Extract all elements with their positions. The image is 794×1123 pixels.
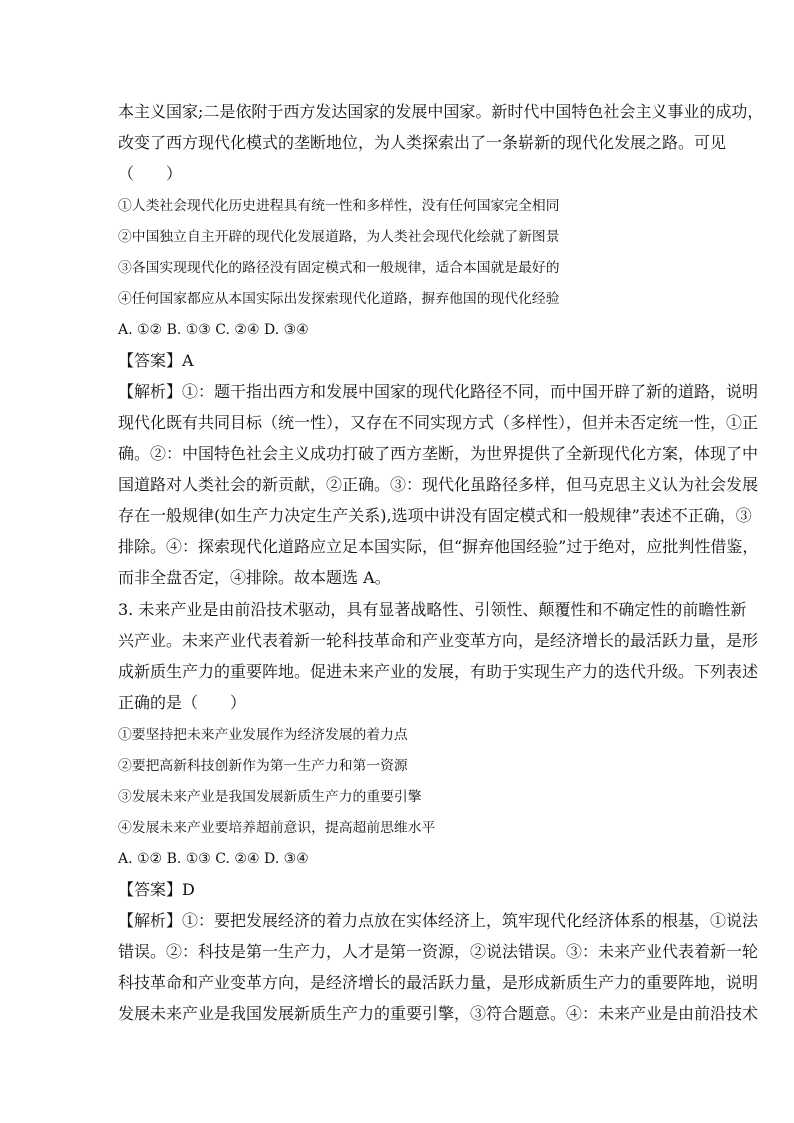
q2-answer: 【答案】A	[118, 351, 194, 370]
q2-option-1: ①人类社会现代化历史进程具有统一性和多样性，没有任何国家完全相同	[118, 198, 560, 214]
q2-analysis-line: 排除。④：探索现代化道路应立足本国实际，但“摒弃他国经验”过于绝对，应批判性借鉴，	[118, 537, 759, 556]
q3-option-3: ③发展未来产业是我国发展新质生产力的重要引擎	[118, 789, 422, 805]
q3-option-1: ①要坚持把未来产业发展作为经济发展的着力点	[118, 727, 408, 743]
q3-stem-line: 兴产业。未来产业代表着新一轮科技革命和产业变革方向，是经济增长的最活跃力量，是形	[118, 631, 759, 650]
q3-stem-line: 3. 未来产业是由前沿技术驱动，具有显著战略性、引领性、颠覆性和不确定性的前瞻性新	[118, 600, 747, 619]
q3-analysis-line: 错误。②：科技是第一生产力，人才是第一资源，②说法错误。③：未来产业代表着新一轮	[118, 942, 759, 961]
q2-stem-line: 本主义国家;二是依附于西方发达国家的发展中国家。新时代中国特色社会主义事业的成功，	[118, 102, 764, 121]
q3-analysis-line: 【解析】①：要把发展经济的着力点放在实体经济上，筑牢现代化经济体系的根基，①说法	[118, 911, 759, 930]
q2-option-2: ②中国独立自主开辟的现代化发展道路，为人类社会现代化绘就了新图景	[118, 229, 560, 245]
q2-analysis-line: 而非全盘否定，④排除。故本题选 A。	[118, 568, 391, 587]
q2-analysis-line: 国道路对人类社会的新贡献，②正确。③：现代化虽路径多样，但马克思主义认为社会发展	[118, 475, 759, 494]
q2-option-4: ④任何国家都应从本国实际出发探索现代化道路，摒弃他国的现代化经验	[118, 291, 560, 307]
q3-answer: 【答案】D	[118, 880, 195, 899]
q2-stem-line: 改变了西方现代化模式的垄断地位，为人类探索出了一条崭新的现代化发展之路。可见	[118, 133, 727, 152]
q3-stem-line: 正确的是（ ）	[118, 693, 247, 712]
q3-analysis-line: 发展未来产业是我国发展新质生产力的重要引擎，③符合题意。④：未来产业是由前沿技术	[118, 1004, 759, 1023]
q3-stem-line: 成新质生产力的重要阵地。促进未来产业的发展，有助于实现生产力的迭代升级。下列表述	[118, 662, 759, 681]
q3-choices: A. ①② B. ①③ C. ②④ D. ③④	[118, 851, 309, 867]
q2-analysis-line: 确。②：中国特色社会主义成功打破了西方垄断，为世界提供了全新现代化方案，体现了中	[118, 444, 759, 463]
q2-analysis-line: 现代化既有共同目标（统一性），又存在不同实现方式（多样性），但并未否定统一性，①正	[118, 413, 759, 432]
q3-analysis-line: 科技革命和产业变革方向，是经济增长的最活跃力量，是形成新质生产力的重要阵地，说明	[118, 973, 759, 992]
q2-analysis-line: 【解析】①：题干指出西方和发展中国家的现代化路径不同，而中国开辟了新的道路，说明	[118, 382, 759, 401]
q2-choices: A. ①② B. ①③ C. ②④ D. ③④	[118, 322, 309, 338]
q2-stem-blank: （ ）	[118, 164, 183, 183]
q3-option-4: ④发展未来产业要培养超前意识，提高超前思维水平	[118, 820, 436, 836]
q3-option-2: ②要把高新科技创新作为第一生产力和第一资源	[118, 758, 408, 774]
q2-analysis-line: 存在一般规律(如生产力决定生产关系),选项中讲没有固定模式和一般规律”表述不正确，③	[118, 506, 752, 525]
q2-option-3: ③各国实现现代化的路径没有固定模式和一般规律，适合本国就是最好的	[118, 260, 560, 276]
